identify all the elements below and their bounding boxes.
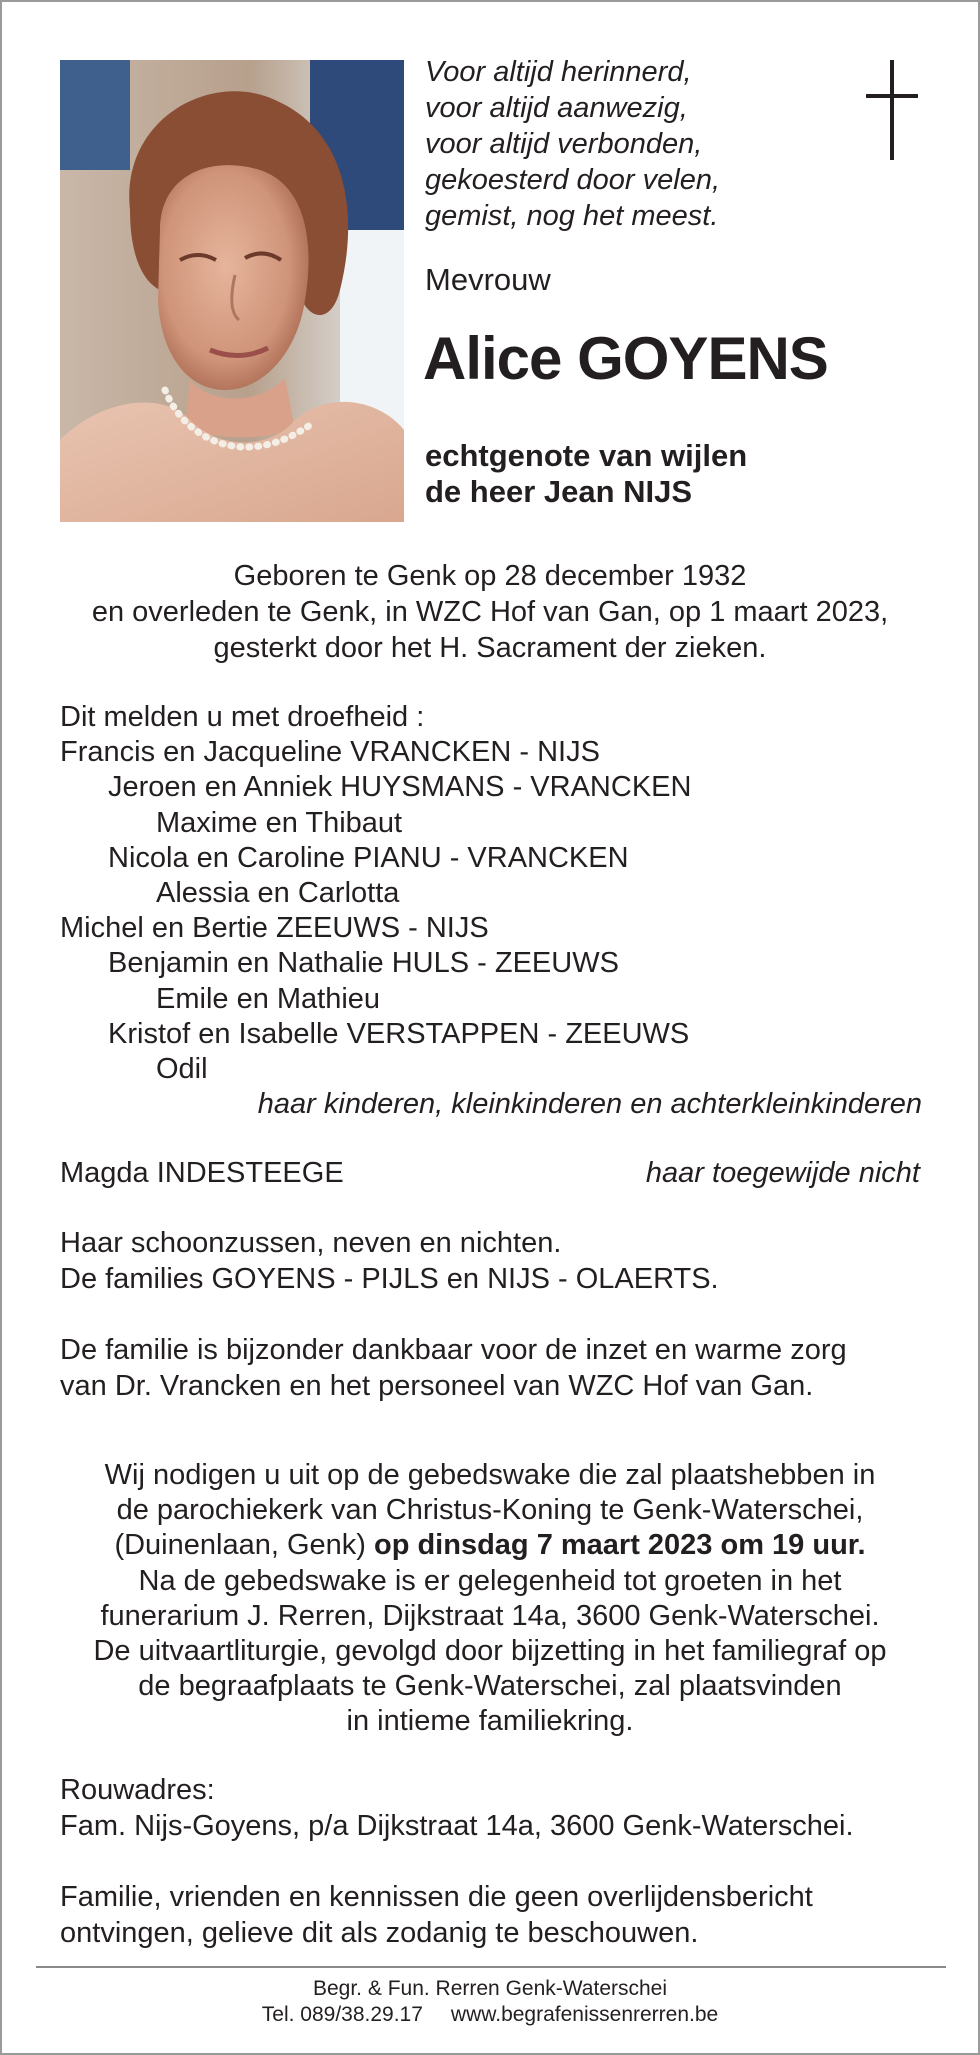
- sacrament-line: gesterkt door het H. Sacrament der zieken.: [213, 632, 767, 664]
- relatives-line: Haar schoonzussen, neven en nichten.: [60, 1227, 562, 1259]
- wake-line: funerarium J. Rerren, Dijkstraat 14a, 3600 Genk-Waterschei.: [100, 1599, 880, 1632]
- address-value: Fam. Nijs-Goyens, p/a Dijkstraat 14a, 3600 Genk-Waterschei.: [60, 1810, 854, 1842]
- wake-line: Wij nodigen u uit op de gebedswake die zal plaatshebben in: [104, 1459, 876, 1491]
- wake-line: in intieme familiekring.: [346, 1705, 634, 1738]
- family-member: Kristof en Isabelle VERSTAPPEN - ZEEUWS: [108, 1017, 690, 1050]
- poem-line: voor altijd verbonden,: [425, 128, 703, 160]
- notice-line: Familie, vrienden en kennissen die geen overlijdensbericht: [60, 1881, 813, 1913]
- website-link[interactable]: www.begrafenissenrerren.be: [450, 2003, 719, 2026]
- family-list: [60, 700, 940, 1122]
- portrait-image: [60, 60, 404, 522]
- family-member: Michel en Bertie ZEEUWS - NIJS: [60, 912, 489, 945]
- footer-contact: [22, 2002, 958, 2028]
- wake-line: [22, 1528, 958, 1563]
- funeral-company: Begr. & Fun. Rerren Genk-Waterschei: [312, 1977, 668, 2000]
- portrait-photo: [60, 60, 404, 522]
- birth-line: Geboren te Genk op 28 december 1932: [233, 560, 747, 592]
- death-line: en overleden te Genk, in WZC Hof van Gan, op 1 maart 2023,: [91, 596, 889, 628]
- spouse-line: echtgenote van wijlen: [425, 438, 748, 473]
- family-role: haar kinderen, kleinkinderen en achterkleinkinderen: [257, 1088, 922, 1121]
- family-member: Odil: [156, 1053, 208, 1086]
- relatives-line: De families GOYENS - PIJLS en NIJS - OLAERTS.: [60, 1263, 719, 1295]
- poem-line: voor altijd aanwezig,: [425, 92, 688, 124]
- poem-line: Voor altijd herinnerd,: [425, 56, 692, 88]
- wake-location: (Duinenlaan, Genk): [114, 1529, 374, 1562]
- poem-line: gemist, nog het meest.: [425, 200, 719, 232]
- niece-role: haar toegewijde nicht: [645, 1157, 920, 1189]
- wake-line: Na de gebedswake is er gelegenheid tot groeten in het: [138, 1564, 842, 1597]
- notice-paragraph: [60, 1879, 940, 1951]
- family-member: Benjamin en Nathalie HULS - ZEEUWS: [108, 947, 619, 980]
- niece-line: [60, 1155, 920, 1191]
- family-member: Maxime en Thibaut: [156, 806, 403, 839]
- notice-line: ontvingen, gelieve dit als zodanig te beschouwen.: [60, 1917, 699, 1949]
- salutation: Mevrouw: [425, 262, 551, 297]
- deceased-name: Alice GOYENS: [423, 325, 828, 392]
- niece-name: Magda INDESTEEGE: [60, 1157, 344, 1189]
- family-intro: Dit melden u met droefheid :: [60, 701, 425, 733]
- family-member: Emile en Mathieu: [156, 982, 381, 1015]
- wake-line: de parochiekerk van Christus-Koning te Genk-Waterschei,: [116, 1494, 864, 1527]
- thanks-line: De familie is bijzonder dankbaar voor de inzet en warme zorg: [60, 1334, 847, 1366]
- cross-icon: [862, 60, 922, 162]
- footer: [22, 1976, 958, 2028]
- wake-line: de begraafplaats te Genk-Waterschei, zal plaatsvinden: [138, 1670, 842, 1703]
- family-member: Jeroen en Anniek HUYSMANS - VRANCKEN: [108, 771, 692, 804]
- family-member: Alessia en Carlotta: [156, 877, 400, 910]
- family-member: Nicola en Caroline PIANU - VRANCKEN: [108, 841, 629, 874]
- spouse-info: [425, 438, 747, 510]
- spouse-line: de heer Jean NIJS: [425, 474, 693, 509]
- birth-death-info: [22, 558, 958, 666]
- thanks-line: van Dr. Vrancken en het personeel van WZC Hof van Gan.: [60, 1370, 814, 1402]
- memorial-poem: [425, 54, 845, 234]
- address-label: Rouwadres:: [60, 1774, 215, 1806]
- footer-divider: [36, 1966, 946, 1968]
- wake-paragraph: [22, 1458, 958, 1740]
- poem-line: gekoesterd door velen,: [425, 164, 721, 196]
- phone-number: Tel. 089/38.29.17: [261, 2003, 423, 2026]
- other-relatives: [60, 1225, 940, 1297]
- family-member: Francis en Jacqueline VRANCKEN - NIJS: [60, 736, 600, 769]
- wake-line: De uitvaartliturgie, gevolgd door bijzetting in het familiegraf op: [93, 1635, 887, 1668]
- mourning-address: [60, 1772, 940, 1844]
- thanks-paragraph: [60, 1332, 940, 1404]
- wake-datetime: op dinsdag 7 maart 2023 om 19 uur.: [373, 1529, 866, 1562]
